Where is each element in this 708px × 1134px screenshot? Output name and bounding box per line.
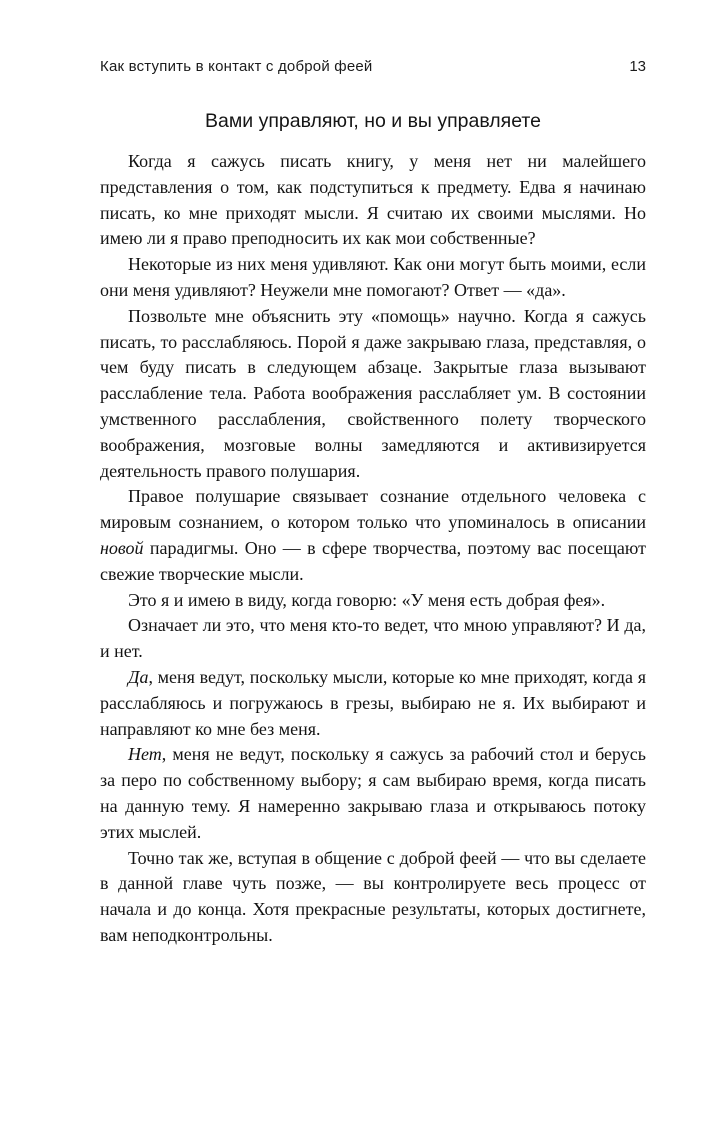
page-header <box>100 58 646 75</box>
paragraph <box>100 846 646 949</box>
text-run: Правое полушарие связывает сознание отдельного человека с мировым сознанием, о котором только что упоминалось в описании <box>100 486 646 533</box>
text-run: Точно так же, вступая в общение с доброй феей — что вы сделаете в данной главе чуть позже, — вы контролируете весь процесс от начала и до конца. Хотя прекрасные результаты, которых достигнете, вам неподконтрольны. <box>100 847 646 945</box>
body-text <box>100 149 646 949</box>
running-head: Как вступить в контакт с доброй феей <box>100 58 373 75</box>
section-title: Вами управляют, но и вы управляете <box>205 110 541 132</box>
text-run: , меня ведут, поскольку мысли, которые ко мне приходят, когда я расслабляюсь и погружаюсь в грезы, выбираю не я. Их выбирают и направляют ко мне без меня. <box>100 666 646 739</box>
text-run: Позвольте мне объяснить эту «помощь» научно. Когда я сажусь писать, то расслабляюсь. Порой я даже закрываю глаза, представляя, о чем буду писать в следующем абзаце. Закрытые глаза вызывают расслабление тела. Работа воображения расслабляет ум. В состоянии умственного расслабления, свойственного полету творческого воображения, мозговые волны замедляются и активизируется деятельность правого полушария. <box>100 305 646 481</box>
text-run: парадигмы. Оно — в сфере творчества, поэтому вас посещают свежие творческие мысли. <box>100 537 646 584</box>
page-number: 13 <box>629 58 646 75</box>
text-run: Это я и имею в виду, когда говорю: «У меня есть добрая фея». <box>128 589 606 610</box>
paragraph <box>100 304 646 485</box>
text-run: Означает ли это, что меня кто-то ведет, что мною управляют? И да, и нет. <box>100 615 646 662</box>
italic-run: Да <box>128 666 149 687</box>
paragraph <box>100 149 646 252</box>
paragraph <box>100 252 646 304</box>
italic-run: Нет <box>128 744 162 765</box>
paragraph <box>100 484 646 587</box>
page-content <box>100 58 646 949</box>
paragraph <box>100 588 646 614</box>
paragraph <box>100 665 646 742</box>
paragraph <box>100 613 646 665</box>
text-run: Некоторые из них меня удивляют. Как они могут быть моими, если они меня удивляют? Неужели мне помогают? Ответ — «да». <box>100 254 646 300</box>
italic-run: новой <box>100 537 144 558</box>
paragraph <box>100 742 646 845</box>
text-run: Когда я сажусь писать книгу, у меня нет ни малейшего представления о том, как подступиться к предмету. Едва я начинаю писать, ко мне приходят мысли. Я считаю их своими мыслями. Но имею ли я право преподносить их как мои собственные? <box>100 151 646 249</box>
text-run: , меня не ведут, поскольку я сажусь за рабочий стол и берусь за перо по собственному выбору; я сам выбираю время, когда писать на данную тему. Я намеренно закрываю глаза и открываюсь потоку этих мыслей. <box>100 744 646 842</box>
